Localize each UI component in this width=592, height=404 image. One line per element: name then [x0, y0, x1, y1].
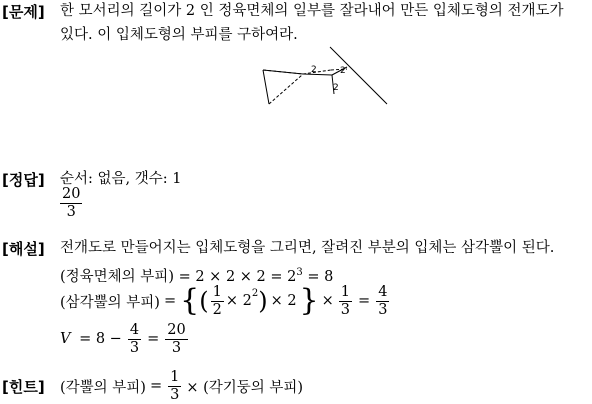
eq3-variable: V — [60, 331, 71, 347]
hint-label: [힌트] — [2, 378, 45, 396]
eq2-times2: × 2 — [270, 293, 297, 309]
eq2-result — [376, 285, 389, 317]
eq1-right: = 2 × 2 × 2 = 2 — [178, 268, 297, 285]
eq2-times-pow: × 2 — [225, 293, 252, 309]
hint-left: (각뿔의 부피) — [60, 379, 146, 396]
problem-text-line2: 있다. 이 입체도형의 부피를 구하여라. — [60, 27, 298, 43]
eq1-exponent: 3 — [296, 267, 303, 278]
eq1-end: = 8 — [302, 268, 334, 285]
hint-frac-den: 3 — [170, 386, 180, 403]
eq3-equals: = — [147, 331, 160, 347]
net-fold-1 — [269, 75, 302, 104]
net-edge-mid — [303, 74, 332, 75]
answer-fraction — [60, 187, 82, 219]
eq2-pow: 2 — [251, 288, 259, 299]
net-label-1: 2 — [311, 65, 317, 75]
eq2-half — [211, 285, 224, 317]
eq1-left: (정육면체의 부피) — [60, 268, 174, 285]
eq3-a-num: 4 — [129, 322, 140, 338]
net-label-3: 2 — [333, 83, 339, 93]
eq2-result-den: 3 — [378, 301, 388, 318]
answer-value — [58, 187, 84, 219]
eq2-times3: × — [321, 293, 334, 309]
eq2-third-den: 3 — [340, 301, 351, 318]
eq3-result-den: 3 — [171, 339, 182, 356]
problem-text-line1: 한 모서리의 길이가 2 인 정육면체의 일부를 잘라내어 만든 입체도형의 전개도가 — [60, 3, 564, 19]
net-diagram — [255, 42, 395, 110]
hint-right: × (각기둥의 부피) — [186, 379, 304, 396]
eq2-close-brace: } — [299, 283, 319, 318]
eq3-result-num: 20 — [167, 322, 186, 338]
answer-numerator: 20 — [62, 186, 81, 202]
eq2-half-num: 1 — [212, 284, 222, 300]
eq2-result-num: 4 — [378, 284, 388, 300]
answer-meta: 순서: 없음, 갯수: 1 — [60, 171, 182, 187]
eq3-a-den: 3 — [129, 339, 140, 356]
net-label-2: 2 — [340, 66, 346, 76]
problem-label: [문제] — [2, 3, 45, 21]
hint-frac-num: 1 — [170, 369, 180, 385]
eq2-close-paren: ) — [258, 287, 268, 315]
answer-label: [정답] — [2, 171, 45, 189]
eq2-open-paren: ( — [199, 287, 209, 315]
solution-label: [해설] — [2, 240, 45, 258]
net-edge-long — [330, 47, 387, 104]
eq2-third-num: 1 — [340, 284, 351, 300]
eq3-mid: = 8 − — [74, 331, 122, 347]
net-edge-left — [263, 70, 269, 104]
eq3-result — [165, 323, 187, 355]
eq2-equals: = — [163, 293, 177, 309]
answer-denominator: 3 — [66, 203, 76, 220]
eq2-left: (삼각뿔의 부피) — [60, 294, 160, 311]
solution-eq3 — [60, 320, 190, 358]
hint-formula — [60, 368, 303, 404]
eq2-open-brace: { — [180, 283, 200, 318]
net-fold-3 — [303, 70, 331, 74]
solution-eq2 — [60, 282, 391, 320]
solution-text-line1: 전개도로 만들어지는 입체도형을 그리면, 잘려진 부분의 입체는 삼각뿔이 된다. — [60, 240, 555, 256]
hint-equals: = — [149, 378, 163, 394]
eq2-half-den: 2 — [212, 301, 222, 318]
eq2-equals2: = — [358, 293, 371, 309]
eq3-a — [128, 323, 141, 355]
hint-fraction — [168, 370, 181, 402]
eq2-third — [339, 285, 352, 317]
